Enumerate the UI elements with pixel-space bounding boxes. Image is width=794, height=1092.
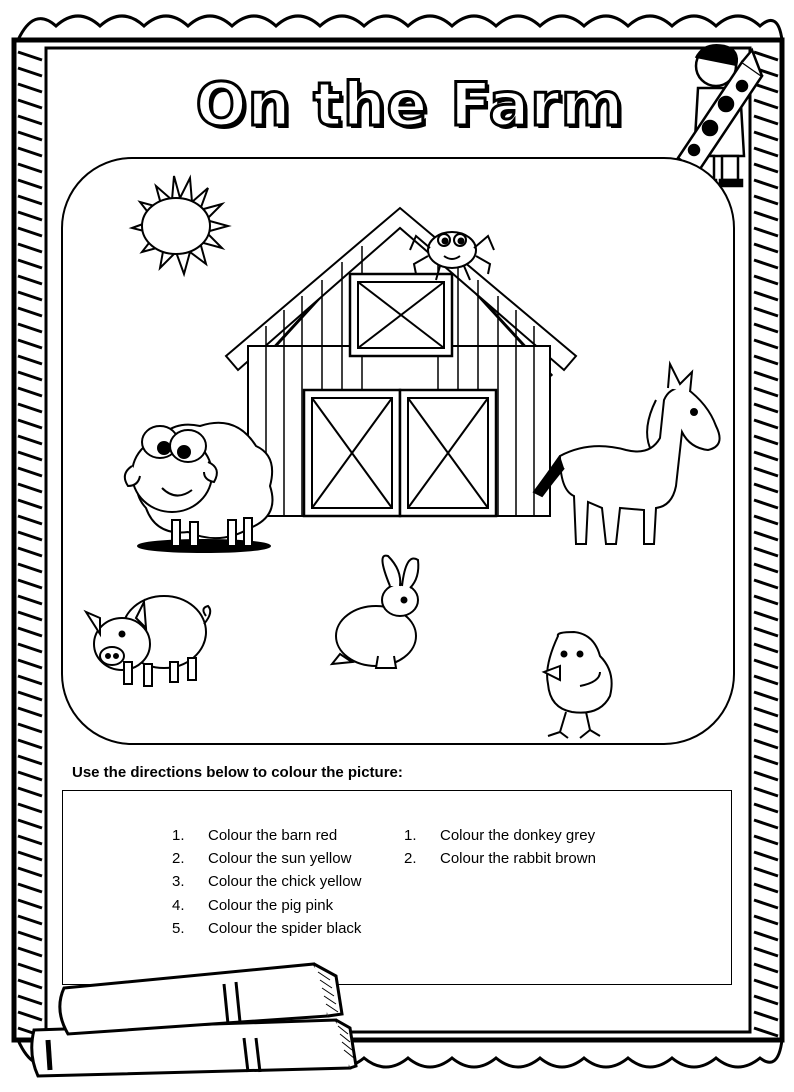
border-stripe [18, 84, 42, 92]
border-stripe [754, 676, 778, 684]
border-stripe [18, 452, 42, 460]
border-stripe [754, 308, 778, 316]
border-stripe [754, 964, 778, 972]
border-stripe [18, 884, 42, 892]
border-stripe [754, 852, 778, 860]
border-stripe [18, 772, 42, 780]
border-stripe [18, 500, 42, 508]
border-stripe [18, 596, 42, 604]
border-stripe [18, 820, 42, 828]
border-stripe [754, 596, 778, 604]
border-stripe [754, 340, 778, 348]
border-stripe [754, 756, 778, 764]
border-stripe [754, 644, 778, 652]
border-stripe [18, 532, 42, 540]
border-stripe [754, 980, 778, 988]
border-stripe [754, 628, 778, 636]
border-stripe [754, 740, 778, 748]
border-stripe [754, 868, 778, 876]
border-stripe [754, 532, 778, 540]
border-stripe [18, 756, 42, 764]
border-stripe [754, 996, 778, 1004]
border-stripe [18, 196, 42, 204]
border-stripe [18, 484, 42, 492]
border-stripe [18, 324, 42, 332]
border-stripe [754, 196, 778, 204]
border-stripe [18, 180, 42, 188]
direction-item: 4. Colour the pig pink [172, 896, 334, 914]
border-stripe [754, 692, 778, 700]
border-stripe [754, 708, 778, 716]
border-stripe [18, 100, 42, 108]
border-stripe [18, 740, 42, 748]
border-stripe [754, 772, 778, 780]
border-stripe [18, 804, 42, 812]
border-stripe [18, 132, 42, 140]
border-stripe [754, 420, 778, 428]
border-stripe [18, 548, 42, 556]
border-stripe [18, 932, 42, 940]
border-stripe [754, 788, 778, 796]
striped-border-left [18, 52, 42, 1036]
direction-item: 2. Colour the rabbit brown [404, 850, 596, 868]
directions-box [62, 790, 732, 985]
border-stripe [18, 340, 42, 348]
border-stripe [18, 724, 42, 732]
border-stripe [18, 580, 42, 588]
border-stripe [754, 228, 778, 236]
border-stripe [18, 116, 42, 124]
border-stripe [18, 356, 42, 364]
border-stripe [18, 660, 42, 668]
border-stripe [754, 356, 778, 364]
border-stripe [754, 388, 778, 396]
border-stripe [754, 548, 778, 556]
border-stripe [18, 628, 42, 636]
border-stripe [18, 516, 42, 524]
border-stripe [754, 580, 778, 588]
border-stripe [18, 276, 42, 284]
border-stripe [754, 468, 778, 476]
border-stripe [18, 676, 42, 684]
border-stripe [754, 516, 778, 524]
border-stripe [18, 708, 42, 716]
striped-border-right [754, 52, 778, 1036]
border-stripe [18, 404, 42, 412]
directions-list-right [404, 824, 596, 870]
border-stripe [754, 244, 778, 252]
border-stripe [754, 804, 778, 812]
border-stripe [754, 212, 778, 220]
farm-scene [60, 156, 738, 748]
border-stripe [754, 948, 778, 956]
direction-item: 1. Colour the donkey grey [404, 827, 596, 844]
border-stripe [754, 276, 778, 284]
border-stripe [18, 612, 42, 620]
border-stripe [18, 916, 42, 924]
border-stripe [18, 564, 42, 572]
border-stripe [18, 692, 42, 700]
border-stripe [18, 420, 42, 428]
border-stripe [18, 836, 42, 844]
border-stripe [18, 372, 42, 380]
border-stripe [754, 564, 778, 572]
border-stripe [18, 900, 42, 908]
border-stripe [754, 1028, 778, 1036]
border-stripe [18, 68, 42, 76]
border-stripe [754, 436, 778, 444]
border-stripe [754, 900, 778, 908]
border-stripe [18, 948, 42, 956]
border-stripe [754, 612, 778, 620]
border-stripe [18, 388, 42, 396]
border-stripe [754, 324, 778, 332]
border-stripe [754, 404, 778, 412]
border-stripe [754, 660, 778, 668]
border-stripe [754, 724, 778, 732]
books-illustration [24, 958, 364, 1082]
direction-item: 3. Colour the chick yellow [172, 873, 362, 891]
scallop-border-top [18, 16, 782, 40]
border-stripe [754, 500, 778, 508]
border-stripe [18, 852, 42, 860]
border-stripe [18, 212, 42, 220]
border-stripe [754, 932, 778, 940]
border-stripe [754, 260, 778, 268]
border-stripe [754, 820, 778, 828]
directions-list-left [172, 824, 361, 940]
border-stripe [18, 228, 42, 236]
border-stripe [754, 484, 778, 492]
direction-item: 2. Colour the sun yellow [172, 850, 352, 868]
border-stripe [18, 148, 42, 156]
border-stripe [18, 788, 42, 796]
border-stripe [18, 164, 42, 172]
border-stripe [754, 884, 778, 892]
border-stripe [754, 1012, 778, 1020]
border-stripe [754, 452, 778, 460]
border-stripe [18, 644, 42, 652]
border-stripe [754, 836, 778, 844]
direction-item: 1. Colour the barn red [172, 827, 338, 844]
border-stripe [18, 260, 42, 268]
border-stripe [754, 292, 778, 300]
direction-item: 5. Colour the spider black [172, 919, 362, 937]
border-stripe [18, 292, 42, 300]
border-stripe [18, 244, 42, 252]
border-stripe [18, 308, 42, 316]
instructions-heading: Use the directions below to colour the picture: [72, 764, 403, 781]
border-stripe [18, 468, 42, 476]
border-stripe [18, 436, 42, 444]
border-stripe [18, 868, 42, 876]
page-title: On the Farm [195, 70, 625, 140]
border-stripe [754, 916, 778, 924]
border-stripe [18, 52, 42, 60]
border-stripe [754, 372, 778, 380]
